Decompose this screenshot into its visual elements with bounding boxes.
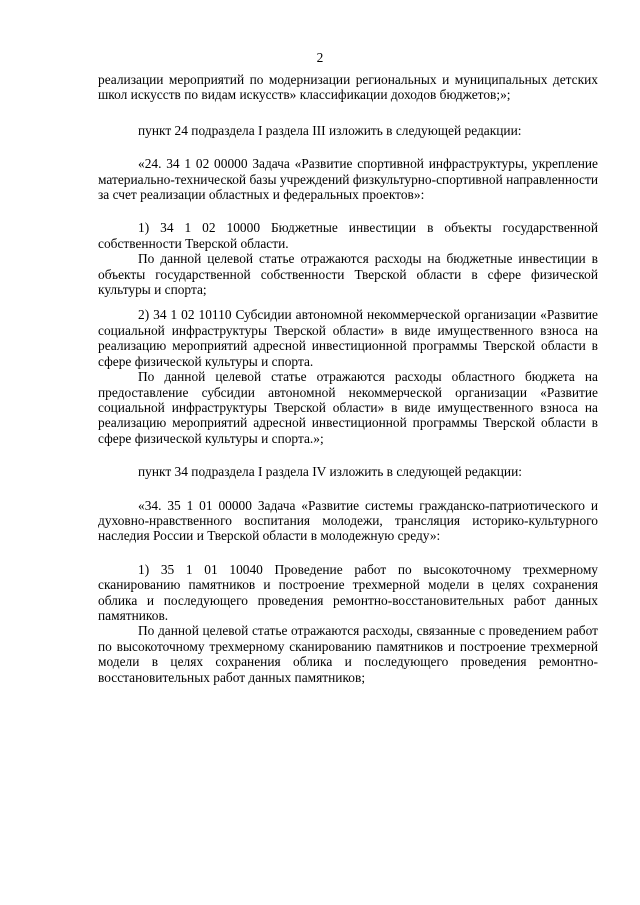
paragraph: По данной целевой статье отражаются расходы на бюджетные инвестиции в объекты государственной собственности Тверской области в сфере физической культуры и спорта;: [98, 251, 598, 298]
paragraph: По данной целевой статье отражаются расходы областного бюджета на предоставление субсидии автономной некоммерческой организации «Развитие социальной инфраструктуры Тверской области» в виде имущественного взноса на реализацию мероприятий адресной инвестиционной программы Тверской области в сфере физической культуры и спорта.»;: [98, 369, 598, 446]
paragraph: 2) 34 1 02 10110 Субсидии автономной некоммерческой организации «Развитие социальной инфраструктуры Тверской области» в виде имущественного взноса на реализацию мероприятий адресной инвестиционной программы Тверской области в сфере физической культуры и спорта.: [98, 307, 598, 369]
document-body: [98, 72, 598, 685]
paragraph: пункт 24 подраздела I раздела III изложить в следующей редакции:: [138, 122, 522, 138]
page-number: 2: [316, 50, 324, 65]
paragraph: 1) 35 1 01 10040 Проведение работ по высокоточному трехмерному сканированию памятников и построение трехмерной модели в целях сохранения облика и последующего проведения ремонтно-восстановительных работ данных памятников.: [98, 561, 598, 623]
paragraph: «24. 34 1 02 00000 Задача «Развитие спортивной инфраструктуры, укрепление материально-технической базы учреждений физкультурно-спортивной направленности за счет реализации областных и федеральных проектов»:: [98, 156, 598, 203]
paragraph: По данной целевой статье отражаются расходы, связанные с проведением работ по высокоточному трехмерному сканированию памятников и построение трехмерной модели в целях сохранения облика и последующего проведения ремонтно-восстановительных работ данных памятников;: [98, 623, 598, 685]
paragraph: пункт 34 подраздела I раздела IV изложить в следующей редакции:: [138, 464, 522, 480]
paragraph: 1) 34 1 02 10000 Бюджетные инвестиции в объекты государственной собственности Тверской области.: [98, 220, 598, 251]
paragraph: реализации мероприятий по модернизации региональных и муниципальных детских школ искусств по видам искусств» классификации доходов бюджетов;»;: [98, 72, 598, 103]
paragraph: «34. 35 1 01 00000 Задача «Развитие системы гражданско-патриотического и духовно-нравственного воспитания молодежи, трансляция историко-культурного наследия России и Тверской области в молодежную среду»:: [98, 497, 598, 544]
